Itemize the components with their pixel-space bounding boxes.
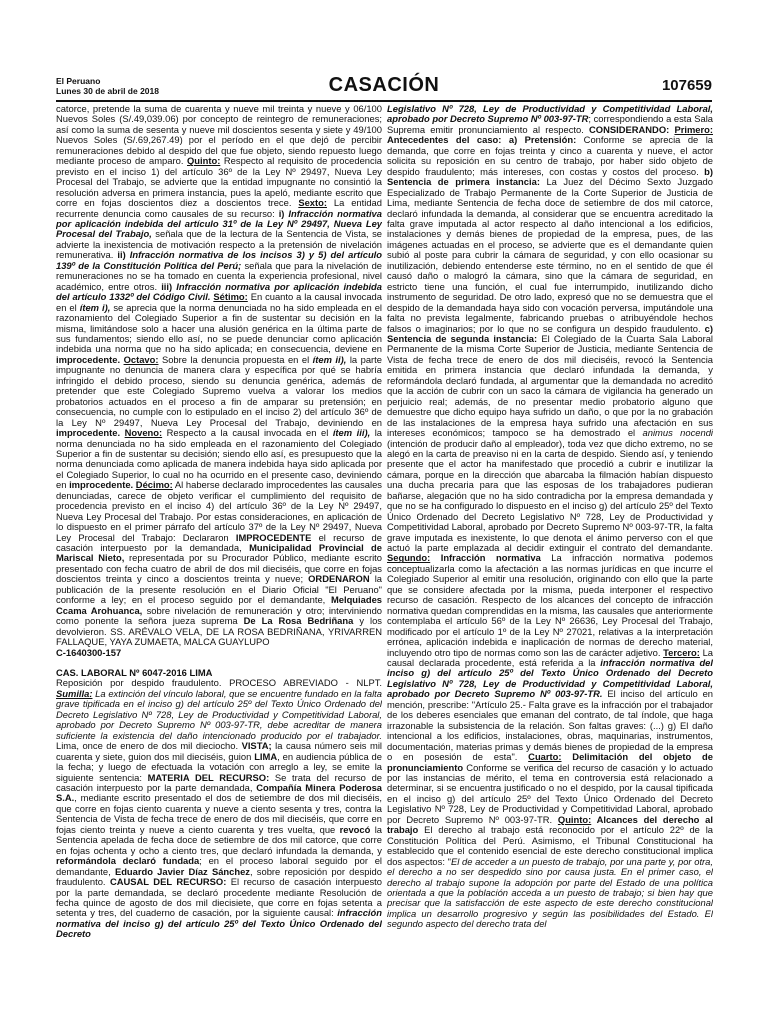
page-header: [56, 76, 712, 102]
paragraph: Legislativo Nº 728, Ley de Productividad y Competitividad Laboral, aprobado por Decreto Supremo Nº 003-97-TR; correspondiendo a esta Sala Suprema emitir pronunciamiento al respecto. CONSIDERANDO: Primero: Antecedentes del caso: a) Pretensión: Conforme se aprecia de la demanda, que corre en fojas treinta y cinco a cuarenta y nueve, el actor solicita su reposición en su centro de trabajo, por haber sido objeto de despido fraudulento; más intereses, con costas y costos del proceso. b) Sentencia de primera instancia: La Juez del Décimo Sexto Juzgado Especializado de Trabajo Permanente de la Corte Superior de Justicia de Lima, mediante Sentencia de fecha doce de setiembre de dos mil catorce, declaró infundada la demanda, al considerar que se encuentra acreditado la falta grave imputada al actor respecto al daño intencional a los edificios, instalaciones y demás bienes de propiedad de la empresa, pues, de las imágenes actuadas en el proceso, se advierte que es el demandante quien subió al poste para cubrir la cámara de seguridad, y con ello ocasionar su inutilización, debiendo entenderse este término, no en el sentido de que él causó daño o malogró la cámara, sino que la cámara de seguridad, en estricto tiene una función, el cual fue interrumpido, inutilizando dicho instrumento de seguridad. De otro lado, expresó que no se demuestra que el despido de la demandada haya sido con vocación perversa, imputándole una falta no prevista legalmente, fabricando pruebas o atribuyéndole hechos falsos o imaginarios; por lo que no se configura un despido fraudulento. c) Sentencia de segunda instancia: El Colegiado de la Cuarta Sala Laboral Permanente de la misma Corte Superior de Justicia, mediante Sentencia de Vista de fecha trece de enero de dos mil dieciséis, revocó la Sentencia emitida en primera instancia que declaró infundada la demanda, y reformándola declaró fundada, al argumentar que la demandada no acreditó que la acción de cubrir con un saco la cámara de vigilancia ha generado un perjuicio real; además, de no presentar medio probatorio alguno que demuestre que dicho equipo haya sufrido un daño, o que por la no grabación de las instalaciones de la empresa haya sufrido una afectación en sus intereses económicos; tampoco se ha demostrado el animus nocendi (intención de producir daño al empleador), toda vez que dicho extremo, no se alegó en la carta de preaviso ni en la carta de despido. Siendo así, y teniendo presente que el actor ha manifestado que procedió a cubrir e inutilizar la cámara, porque en la dirección que abarcaba la filmación habían dispuesto una ducha precaria para que las esposas de los trabajadores pudieran bañarse, alegación que no ha sido contradicha por la empresa demandada y que no se ha configurado lo dispuesto en el inciso g) del artículo 25º del Texto Único Ordenado del Decreto Legislativo Nº 728, Ley de Productividad y Competitividad Laboral, aprobado por Decreto Supremo Nº 003-97-TR, la falta grave imputada es inexistente, lo que denota el ánimo perverso con el que actuó la parte emplazada al decidir extinguir el contrato del demandante. Segundo: Infracción normativa La infracción normativa podemos conceptualizarla como la afectación a las normas jurídicas en que incurre el Colegiado Superior al emitir una resolución, originando con ello que la parte que se considere afectada por la misma, pueda interponer el respectivo recurso de casación. Respecto de los alcances del concepto de infracción normativa quedan comprendidas en la misma, las causales que anteriormente contemplaba el artículo 56º de la Ley Nº 26636, Ley Procesal del Trabajo, modificado por el artículo 1º de la Ley Nº 27021, relativas a la interpretación errónea, aplicación indebida e inaplicación de normas de derecho material, incluyendo otro tipo de normas como son las de carácter adjetivo. Tercero: La causal declarada procedente, está referida a la infracción normativa del inciso g) del artículo 25º del Texto Único Ordenado del Decreto Legislativo Nº 728, Ley de Productividad y Competitividad Laboral, aprobado por Decreto Supremo Nº 003-97-TR. El inciso del artículo en mención, prescribe: "Artículo 25.- Falta grave es la infracción por el trabajador de los deberes esenciales que emanan del contrato, de tal índole, que haga irrazonable la subsistencia de la relación. Son faltas graves: (...) g) El daño intencional a los edificios, instalaciones, obras, maquinarias, instrumentos, documentación, materias primas y demás bienes de propiedad de la empresa o en posesión de esta". Cuarto: Delimitación del objeto de pronunciamiento Conforme se verifica del recurso de casación y lo actuado por las instancias de mérito, el tema en controversia está relacionado a determinar, si se encuentra justificado o no el despido, por la causal tipificada en el inciso g) del artículo 25º del Texto Único Ordenado del Decreto Legislativo Nº 728, Ley de Productividad y Competitividad Laboral, aprobado por Decreto Supremo Nº 003-97-TR. Quinto: Alcances del derecho al trabajo El derecho al trabajo está reconocido por el artículo 22º de la Constitución Política del Perú. Asimismo, el Tribunal Constitucional ha establecido que el contenido esencial de este derecho constitucional implica dos aspectos: "El de acceder a un puesto de trabajo, por una parte y, por otra, el derecho a no ser despedido sino por causa justa. En el primer caso, el derecho al trabajo supone la adopción por parte del Estado de una política orientada a que la población acceda a un puesto de trabajo; si bien hay que precisar que la satisfacción de este aspecto de este derecho constitucional implica un desarrollo progresivo y según las posibilidades del Estado. El segundo aspecto del derecho trata del: [387, 104, 713, 930]
text-columns: [56, 104, 713, 1016]
publication-name: El Peruano: [56, 76, 101, 86]
right-column: [387, 104, 713, 1016]
section-title: CASACIÓN: [328, 74, 440, 96]
publication-code: C-1640300-157: [56, 646, 122, 658]
page-number: 107659: [661, 77, 712, 94]
left-column: [56, 104, 382, 1016]
paragraph: Reposición por despido fraudulento. PROCESO ABREVIADO - NLPT. Sumilla: La extinción del vínculo laboral, que se encuentre fundado en la falta grave tipificada en el inciso g) del artículo 25º del Texto Único Ordenado del Decreto Legislativo Nº 728, Ley de Productividad y Competitividad Laboral, aprobado por Decreto Supremo Nº 003-97-TR, debe acreditar de manera suficiente la existencia del daño intencionado producido por el trabajador. Lima, once de enero de dos mil dieciocho. VISTA; la causa número seis mil cuarenta y siete, guion dos mil dieciséis, guion LIMA, en audiencia pública de la fecha; y luego de efectuada la votación con arreglo a ley, se emite la siguiente sentencia: MATERIA DEL RECURSO: Se trata del recurso de casación interpuesto por la parte demandada, Compañía Minera Poderosa S.A., mediante escrito presentado el dos de setiembre de dos mil dieciséis, que corre en fojas ciento cuarenta y nueve a ciento sesenta y tres, contra la Sentencia de Vista de fecha trece de enero de dos mil dieciséis, que corre en fojas ciento treinta y nueve a ciento cuarenta y tres vuelta, que revocó la Sentencia apelada de fecha doce de setiembre de dos mil catorce, que corre en fojas ochenta y ocho a ciento tres, que declaró infundada la demanda, y reformándola declaró fundada; en el proceso laboral seguido por el demandante, Eduardo Javier Díaz Sánchez, sobre reposición por despido fraudulento. CAUSAL DEL RECURSO: El recurso de casación interpuesto por la parte demandada, se declaró procedente mediante Resolución de fecha quince de agosto de dos mil diecisiete, que corre en fojas setenta a setenta y tres, del cuaderno de casación, por la siguiente causal: infracción normativa del inciso g) del artículo 25º del Texto Único Ordenado del Decreto: [56, 677, 382, 940]
case-title: CAS. LABORAL Nº 6047-2016 LIMA: [56, 667, 213, 679]
paragraph: catorce, pretende la suma de cuarenta y nueve mil treinta y nueve y 06/100 Nuevos Soles (S/.49,039.06) por concepto de reintegro de remuneraciones; así como la suma de sesenta y nueve mil doscientos sesenta y siete y 49/100 Nuevos Soles (S/.69,267.49) por el período en el que dejó de percibir remuneraciones debido al despido del que fue objeto, siendo repuesto luego mediante proceso de amparo. Quinto: Respecto al requisito de procedencia previsto en el inciso 1) del artículo 36º de la Ley Nº 29497, Nueva Ley Procesal del Trabajo, se advierte que la entidad impugnante no consintió la resolución adversa en primera instancia, pues la apeló, mediante escrito que corre en fojas doscientos diez a doscientos trece. Sexto: La entidad recurrente denuncia como causales de su recurso: i) Infracción normativa por aplicación indebida del artículo 31º de la Ley Nº 29497, Nueva Ley Procesal del Trabajo, señala que de la lectura de la Sentencia de Vista, se advierte la inexistencia de motivación respecto a la pretensión de nivelación remunerativa. ii) Infracción normativa de los incisos 3) y 5) del artículo 139º de la Constitución Política del Perú; señala que para la nivelación de remuneraciones no se ha tomado en cuenta la experiencia profesional, nivel académico, entre otros. iii) Infracción normativa por aplicación indebida del artículo 1332º del Código Civil. Sétimo: En cuanto a la causal invocada en el ítem i), se aprecia que la norma denunciada no ha sido empleada en el razonamiento del Colegiado Superior a fin de sustentar su decisión en la misma, limitándose solo a hacer una alusión genérica en la última parte de sus fundamentos; siendo ello así, no se puede denunciar como aplicación indebida una norma que no ha sido aplicada; en consecuencia, deviene en improcedente. Octavo: Sobre la denuncia propuesta en el ítem ii), la parte impugnante no denuncia de manera clara y específica por qué se habría infringido el debido proceso, siendo su denuncia genérica, además de pretender que este Colegiado Supremo vuelva a valorar los medios probatorios actuados en el proceso a fin de amparar su pretensión; en consecuencia, no cumple con lo estipulado en el inciso 2) del artículo 36º de la Ley Nº 29497, Nueva Ley Procesal del Trabajo, deviniendo en improcedente. Noveno: Respecto a la causal invocada en el ítem iii), la norma denunciada no ha sido empleada en el razonamiento del Colegiado Superior a fin de sustentar su decisión; siendo ello así, es presupuesto que la norma denunciada como aplicada de manera indebida haya sido aplicada por el Colegiado Superior, lo cual no ha ocurrido en el presente caso, deviniendo en improcedente. Décimo: Al haberse declarado improcedentes las causales denunciadas, carece de objeto verificar el cumplimiento del requisito de procedencia previsto en el inciso 4) del artículo 36º de la Ley Nº 29497, Nueva Ley Procesal del Trabajo. Por estas consideraciones, en aplicación de lo dispuesto en el primer párrafo del artículo 37º de la Ley Nº 29497, Nueva Ley Procesal del Trabajo: Declararon IMPROCEDENTE el recurso de casación interpuesto por la demandada, Municipalidad Provincial de Mariscal Nieto, representada por su Procurador Público, mediante escrito presentado con fecha cuatro de abril de dos mil dieciséis, que corre en fojas doscientos treinta y cinco a doscientos treinta y nueve; ORDENARON la publicación de la presente resolución en el Diario Oficial "El Peruano" conforme a ley; en el proceso seguido por el demandante, Melquiades Ccama Arohuanca, sobre nivelación de remuneración y otro; interviniendo como ponente la señora jueza suprema De La Rosa Bedriñana y los devolvieron. SS. ARÉVALO VELA, DE LA ROSA BEDRIÑANA, YRIVARREN FALLAQUE, YAYA ZUMAETA, MALCA GUAYLUPO: [56, 104, 382, 648]
publication-date: Lunes 30 de abril de 2018: [56, 86, 159, 96]
